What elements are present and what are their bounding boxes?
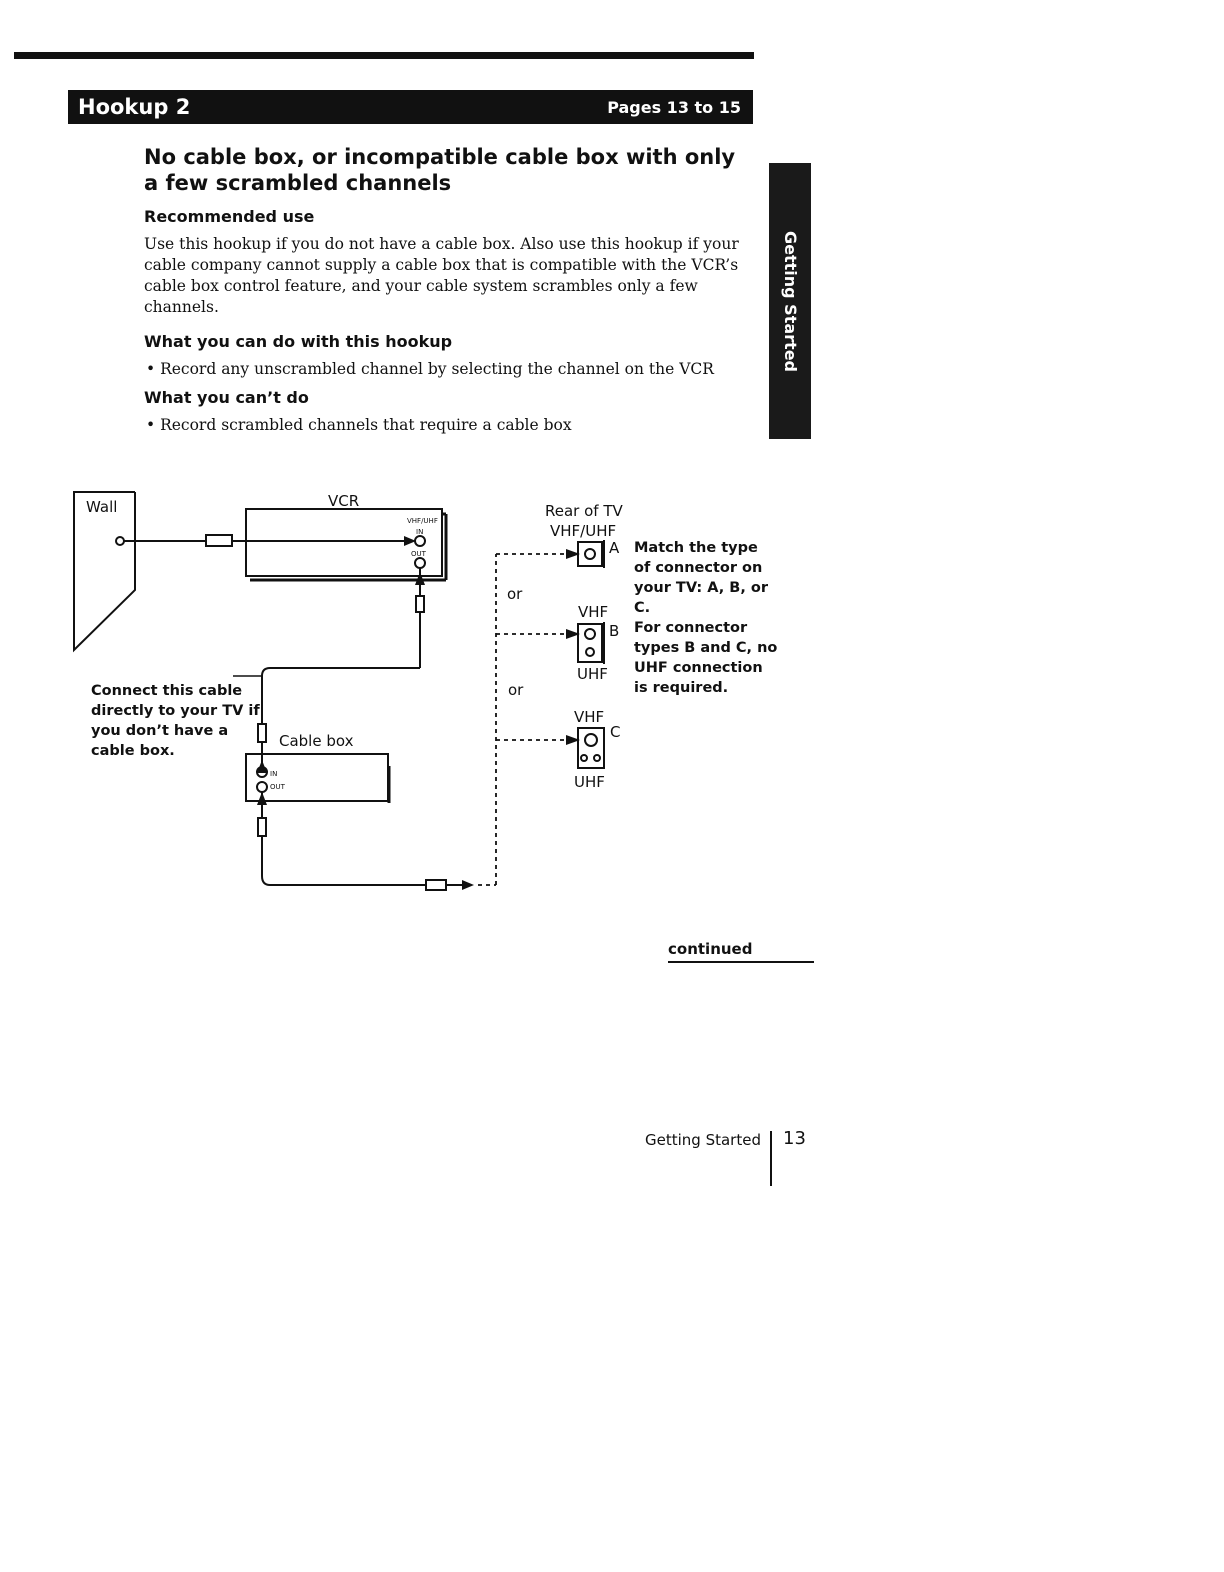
vhf-b-label: VHF (578, 603, 609, 621)
bullet-icon: • (146, 360, 161, 378)
cable-box-out-jack-icon (257, 782, 267, 792)
vcr-label: VCR (328, 492, 360, 510)
coax-plug-icon (258, 818, 266, 836)
or-label: or (507, 585, 523, 603)
connector-b-label: B (609, 622, 620, 640)
match-note-line: Match the type (634, 540, 758, 556)
direct-note-line: directly to your TV if (91, 703, 260, 719)
vhf-c-label: VHF (574, 708, 605, 726)
vcr-port-vhfuhf-label: VHF/UHF (407, 517, 438, 525)
can-do-text: Record any unscrambled channel by selecting the channel on the VCR (160, 360, 714, 378)
wall-label: Wall (86, 498, 118, 516)
cable-box (246, 754, 388, 801)
wall-outlet-icon (116, 537, 124, 545)
can-do-heading: What you can do with this hookup (144, 332, 453, 351)
vcr-in-jack-icon (415, 536, 425, 546)
footer-section-name: Getting Started (645, 1131, 761, 1149)
coax-plug-icon (426, 880, 446, 890)
cable-box-out-label: OUT (270, 783, 285, 791)
connector-note-line: UHF connection (634, 660, 763, 676)
connector-note-line: is required. (634, 680, 729, 696)
side-tab-label: Getting Started (780, 230, 800, 372)
vcr-port-in-label: IN (416, 528, 424, 536)
uhf-c-label: UHF (574, 773, 605, 791)
connector-c-label: C (610, 723, 621, 741)
match-note-line: your TV: A, B, or (634, 580, 769, 596)
direct-note-line: you don’t have a (91, 723, 229, 739)
arrow-icon (404, 536, 416, 546)
bullet-icon: • (146, 416, 161, 434)
arrow-icon (257, 792, 267, 805)
cant-do-text: Record scrambled channels that require a cable box (160, 416, 572, 434)
page-heading: No cable box, or incompatible cable box with only a few scrambled channels (144, 145, 736, 195)
connector-note-line: For connector (634, 620, 748, 636)
connector-note-line: types B and C, no (634, 640, 778, 656)
match-note-line: of connector on (634, 560, 763, 576)
tv-vhfuhf-label: VHF/UHF (550, 522, 617, 540)
vcr-port-out-label: OUT (411, 550, 426, 558)
uhf-b-label: UHF (577, 665, 608, 683)
section-title: Hookup 2 (78, 95, 191, 119)
direct-note-line: cable box. (91, 743, 175, 759)
cable-box-in-label: IN (270, 770, 278, 778)
recommended-heading: Recommended use (144, 207, 315, 226)
connector-a-icon (578, 542, 602, 566)
page-range: Pages 13 to 15 (607, 97, 741, 117)
continued-rule (668, 961, 814, 963)
vcr-out-jack-icon (415, 558, 425, 568)
page-number: 13 (783, 1128, 806, 1149)
rear-of-tv-label: Rear of TV (545, 502, 623, 520)
arrow-icon (462, 880, 474, 890)
direct-cable-note (91, 681, 260, 761)
or-label: or (508, 681, 524, 699)
continued-label: continued (668, 940, 753, 958)
footer-divider (770, 1131, 772, 1186)
cable-box-label: Cable box (279, 732, 354, 750)
coax-plug-icon (416, 596, 424, 612)
recommended-text: Use this hookup if you do not have a cable box. Also use this hookup if your cable company cannot supply a cable box that is compatible with the VCR’s cable box control feature, and your cable system scrambles only a few channels. (144, 235, 739, 316)
cant-do-heading: What you can’t do (144, 388, 309, 407)
connector-a-label: A (609, 539, 620, 557)
arrow-icon (257, 760, 267, 773)
match-type-note (634, 538, 777, 698)
direct-note-line: Connect this cable (91, 683, 243, 699)
match-note-line: C. (634, 600, 651, 616)
coax-plug-icon (206, 535, 232, 546)
